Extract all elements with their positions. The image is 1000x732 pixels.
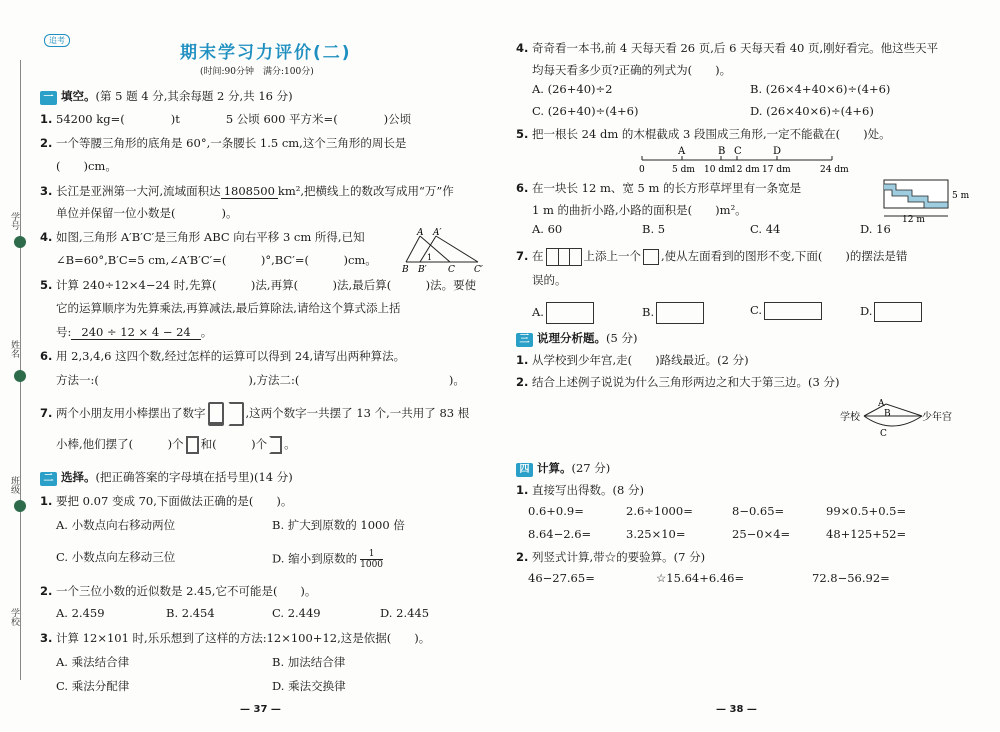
side-label-xuexiao: 学校: [9, 608, 19, 626]
fig-label: C: [734, 146, 742, 157]
c4-line2: 均每天看多少页?正确的列式为( )。: [532, 63, 732, 77]
q7: 7. 两个小朋友用小棒摆出了数字 ,这两个数字一共摆了 13 个,一共用了 83 根: [40, 402, 469, 426]
fig-label: A: [417, 228, 424, 238]
calc-item: 99×0.5+0.5=: [826, 504, 907, 518]
c3-option-a: A. 乘法结合律: [56, 655, 130, 669]
c7-option-b: B.: [642, 302, 704, 324]
c6-line2: 1 m 的曲折小路,小路的面积是( )m²。: [532, 203, 747, 217]
fig-label: 10 dm: [704, 165, 733, 175]
q5-line2: 它的运算顺序为先算乘法,再算减法,最后算除法,请给这个算式添上括: [56, 301, 401, 315]
subtitle: (时间:90分钟 满分:100分): [200, 67, 314, 77]
q6: 6. 用 2,3,4,6 这四个数,经过怎样的运算可以得到 24,请写出两种算法。: [40, 349, 406, 363]
c3-option-c: C. 乘法分配律: [56, 679, 130, 693]
c2-option-b: B. 2.454: [166, 606, 215, 620]
c3-option-d: D. 乘法交换律: [272, 679, 346, 693]
section-reasoning: 三 说理分析题。(5 分): [516, 330, 637, 347]
section-choice: 二 选择。(把正确答案的字母填在括号里)(14 分): [40, 469, 293, 486]
fig-label: C′: [474, 265, 483, 275]
fig-label: 1: [427, 253, 433, 262]
fig-label: 学校: [840, 412, 860, 423]
tag: 追考: [44, 34, 70, 47]
fig-label: 0: [639, 165, 645, 175]
q6-line2: 方法一:( ),方法二:( )。: [56, 373, 465, 387]
c1-option-d: D. 缩小到原数的 $\frac{1}{1000}$: [272, 549, 384, 570]
digit-9-icon: [228, 402, 244, 426]
cube-arrangement-icon: [764, 302, 822, 320]
binding-dot: [14, 370, 26, 382]
c4-option-a: A. (26+40)÷2: [532, 82, 613, 96]
fig-label: 17 dm: [762, 165, 791, 175]
c5: 5. 把一根长 24 dm 的木棍截成 3 段围成三角形,一定不能截在( )处。: [516, 127, 891, 141]
fig-label: 12 m: [902, 215, 925, 225]
page-number-right: — 38 —: [716, 704, 757, 715]
c7: 7. 在 上添上一个 ,使从左面看到的图形不变,下面( )的摆法是错: [516, 248, 907, 266]
q3-line2: 单位并保留一位小数是( )。: [56, 206, 238, 220]
side-label-xuehao: 学号: [9, 212, 19, 230]
c4-option-b: B. (26×4+40×6)÷(4+6): [750, 82, 891, 96]
calc-item: 8.64−2.6=: [528, 527, 592, 541]
fig-label: D: [773, 146, 782, 157]
c6-option-a: A. 60: [532, 222, 563, 236]
route-figure: [840, 396, 966, 440]
translation-triangle-figure: [400, 226, 490, 274]
c1: 1. 要把 0.07 变成 70,下面做法正确的是( )。: [40, 494, 293, 508]
fig-label: C: [448, 265, 455, 275]
c4: 4. 奇奇看一本书,前 4 天每天看 26 页,后 6 天每天看 40 页,刚好看完。他这些天平: [516, 41, 939, 55]
cube-arrangement-icon: [546, 302, 594, 324]
c7-line2: 误的。: [532, 273, 567, 287]
binding-dot: [14, 500, 26, 512]
calc-item: 2.6÷1000=: [626, 504, 693, 518]
fig-label: A: [878, 399, 885, 409]
digit-9-icon: [269, 436, 282, 454]
q5-line3: 号: 240 ÷ 12 × 4 − 24 。: [56, 325, 213, 339]
section-fill-in: 一 填空。(第 5 题 4 分,其余每题 2 分,共 16 分): [40, 88, 293, 105]
digit-8-icon: [186, 436, 199, 454]
s2: 2. 结合上述例子说说为什么三角形两边之和大于第三边。(3 分): [516, 375, 840, 389]
page-title: 期末学习力评价(二): [180, 43, 352, 63]
c6-option-d: D. 16: [860, 222, 891, 236]
fig-label: B: [718, 146, 726, 157]
c1-option-a: A. 小数点向右移动两位: [56, 518, 176, 532]
fig-label: B: [402, 265, 409, 275]
c1-option-c: C. 小数点向左移动三位: [56, 550, 176, 564]
single-cube-icon: [643, 249, 659, 265]
fig-label: 5 dm: [672, 165, 695, 175]
vertical-calc-item: ☆15.64+6.46=: [656, 571, 745, 585]
binding-dot: [14, 236, 26, 248]
k1: 1. 直接写出得数。(8 分): [516, 483, 644, 497]
q2: 2. 一个等腰三角形的底角是 60°,一条腰长 1.5 cm,这个三角形的周长是: [40, 136, 407, 150]
q4: 4. 如图,三角形 A′B′C′是三角形 ABC 向右平移 3 cm 所得,已知: [40, 230, 365, 244]
fig-label: 5 m: [952, 191, 970, 201]
q4-line2: ∠B=60°,B′C=5 cm,∠A′B′C′=( )°,BC′=( )cm。: [56, 253, 377, 267]
calc-item: 8−0.65=: [732, 504, 785, 518]
c3: 3. 计算 12×101 时,乐乐想到了这样的方法:12×100+12,这是依据( )。: [40, 631, 431, 645]
q7-line2: 小棒,他们摆了( )个 和( )个 。: [56, 436, 296, 454]
q1: 1. 54200 kg=( )t 5 公顷 600 平方米=( )公顷: [40, 112, 412, 126]
calc-item: 25−0×4=: [732, 527, 791, 541]
q3: 3. 长江是亚洲第一大河,流域面积达 1808500 km²,把横线上的数改写成用“万”作: [40, 184, 454, 198]
c3-option-b: B. 加法结合律: [272, 655, 346, 669]
digit-8-icon: [208, 402, 224, 426]
section-calculation: 四 计算。(27 分): [516, 460, 610, 477]
cube-arrangement-icon: [656, 302, 704, 324]
lawn-path-figure: [882, 178, 970, 225]
fig-label: 24 dm: [820, 165, 849, 175]
c4-option-c: C. (26+40)÷(4+6): [532, 104, 639, 118]
fig-label: 12 dm: [731, 165, 760, 175]
fig-label: 少年宫: [922, 412, 952, 423]
calc-item: 48+125+52=: [826, 527, 907, 541]
c2-option-d: D. 2.445: [380, 606, 430, 620]
fig-label: C: [880, 429, 887, 439]
c7-option-a: A.: [532, 302, 594, 324]
c7-option-c: C.: [750, 302, 822, 320]
c6-option-b: B. 5: [642, 222, 666, 236]
c2-option-a: A. 2.459: [56, 606, 105, 620]
cube-stack-icon: [546, 248, 582, 266]
number-line-figure: [636, 144, 866, 176]
k2: 2. 列竖式计算,带☆的要验算。(7 分): [516, 550, 706, 564]
side-label-banji: 班级: [9, 476, 19, 494]
calc-item: 3.25×10=: [626, 527, 686, 541]
page-number-left: — 37 —: [240, 704, 281, 715]
q2-line2: ( )cm。: [56, 159, 117, 173]
fig-label: B: [884, 409, 891, 419]
fig-label: B′: [418, 265, 427, 275]
c1-option-b: B. 扩大到原数的 1000 倍: [272, 518, 405, 532]
vertical-calc-item: 46−27.65=: [528, 571, 595, 585]
c2-option-c: C. 2.449: [272, 606, 321, 620]
c4-option-d: D. (26×40×6)÷(4+6): [750, 104, 874, 118]
side-label-xingming: 姓名: [9, 340, 19, 358]
q5: 5. 计算 240÷12×4−24 时,先算( )法,再算( )法,最后算( )法。要使: [40, 278, 477, 292]
c7-option-d: D.: [860, 302, 922, 322]
cube-arrangement-icon: [874, 302, 922, 322]
s1: 1. 从学校到少年宫,走( )路线最近。(2 分): [516, 353, 749, 367]
fig-label: A′: [433, 228, 442, 238]
vertical-calc-item: 72.8−56.92=: [812, 571, 890, 585]
c6-option-c: C. 44: [750, 222, 781, 236]
fig-label: A: [678, 146, 686, 157]
c6: 6. 在一块长 12 m、宽 5 m 的长方形草坪里有一条宽是: [516, 181, 802, 195]
calc-item: 0.6+0.9=: [528, 504, 584, 518]
c2: 2. 一个三位小数的近似数是 2.45,它不可能是( )。: [40, 584, 317, 598]
